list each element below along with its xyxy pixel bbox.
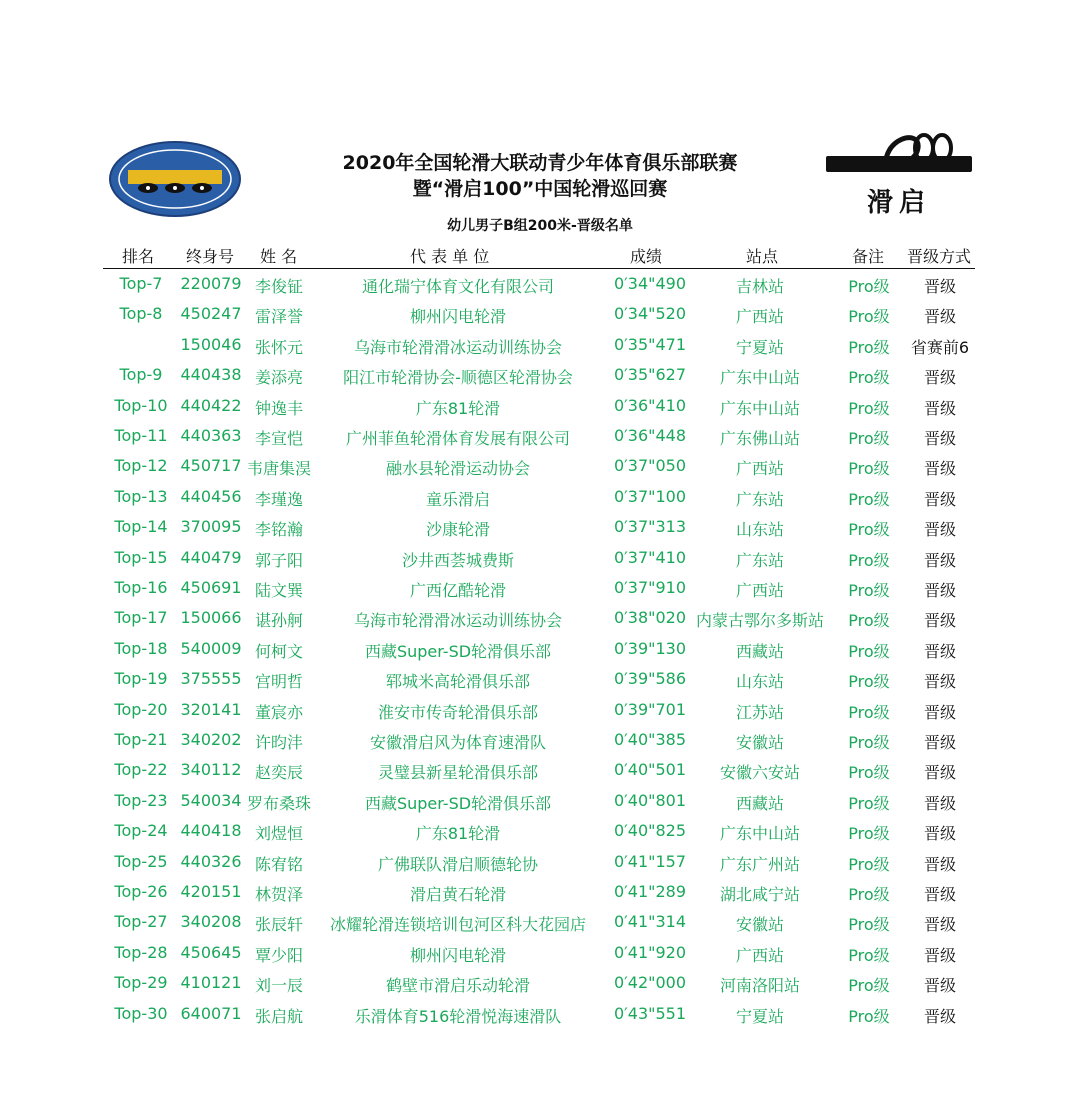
rank-cell: Top-11 (114, 426, 168, 445)
rank-cell: Top-19 (114, 669, 168, 689)
table-row (0, 852, 1080, 882)
id-cell: 370095 (180, 517, 242, 537)
col-header-unit: 代 表 单 位 (410, 247, 490, 266)
score-cell: 0′43"551 (613, 1003, 687, 1023)
name-cell: 赵奕辰 (254, 763, 303, 783)
name-cell: 罗布桑珠 (246, 793, 311, 813)
id-cell: 440438 (180, 365, 242, 385)
id-cell: 220079 (180, 274, 242, 293)
unit-cell: 柳州闪电轮滑 (409, 945, 506, 965)
site-cell: 宁夏站 (735, 337, 784, 357)
rank-cell: Top-27 (114, 912, 168, 932)
id-cell: 450691 (180, 578, 242, 597)
score-cell: 0′35"627 (613, 365, 687, 385)
id-cell: 375555 (180, 669, 242, 689)
note-cell: Pro级 (848, 459, 890, 479)
note-cell: Pro级 (848, 793, 890, 813)
unit-cell: 鹤壁市滑启乐动轮滑 (385, 976, 530, 996)
site-cell: 安徽站 (735, 915, 784, 935)
site-cell: 山东站 (735, 672, 784, 692)
name-cell: 李铭瀚 (254, 520, 303, 540)
rank-cell: Top-10 (114, 395, 168, 415)
rank-cell: Top-14 (114, 517, 168, 537)
score-cell: 0′40"501 (613, 760, 687, 780)
table-row (0, 304, 1080, 334)
unit-cell: 童乐滑启 (425, 489, 490, 509)
score-cell: 0′41"920 (613, 942, 687, 962)
score-cell: 0′37"050 (613, 456, 687, 476)
note-cell: Pro级 (848, 945, 890, 965)
unit-cell: 广东81轮滑 (415, 824, 501, 844)
rank-cell: Top-15 (114, 547, 168, 567)
rank-cell: Top-8 (119, 304, 163, 324)
rank-cell: Top-24 (114, 821, 168, 841)
promo-cell: 晋级 (923, 733, 956, 752)
brand-logo-text: 滑启 (866, 188, 931, 218)
id-cell: 450247 (180, 304, 242, 324)
name-cell: 雷泽誉 (254, 307, 303, 327)
site-cell: 广西站 (735, 459, 784, 479)
name-cell: 韦唐集淏 (246, 459, 311, 479)
name-cell: 刘一辰 (254, 976, 303, 996)
table-row (0, 456, 1080, 486)
name-cell: 李俊钲 (254, 277, 303, 296)
unit-cell: 冰耀轮滑连锁培训包河区科大花园店 (329, 915, 586, 935)
table-row (0, 760, 1080, 790)
unit-cell: 沙井西荟城费斯 (401, 550, 514, 570)
rank-cell: Top-25 (114, 851, 168, 871)
unit-cell: 安徽滑启风为体育速滑队 (369, 733, 546, 752)
table-row (0, 639, 1080, 669)
score-cell: 0′42"000 (613, 973, 687, 993)
promo-cell: 晋级 (923, 976, 956, 996)
site-cell: 内蒙古鄂尔多斯站 (695, 611, 824, 631)
unit-cell: 灵璧县新星轮滑俱乐部 (377, 763, 538, 783)
note-cell: Pro级 (848, 915, 890, 935)
promo-cell: 晋级 (923, 885, 956, 904)
note-cell: Pro级 (848, 581, 890, 600)
table-row (0, 912, 1080, 942)
id-cell: 640071 (180, 1003, 242, 1023)
note-cell: Pro级 (848, 489, 890, 509)
rank-cell: Top-26 (114, 882, 168, 901)
site-cell: 湖北咸宁站 (719, 885, 800, 904)
rank-cell: Top-21 (114, 730, 168, 749)
score-cell: 0′37"410 (613, 547, 687, 567)
rank-cell: Top-29 (114, 973, 168, 993)
id-cell: 340202 (180, 730, 242, 749)
score-cell: 0′39"586 (613, 669, 687, 689)
association-logo (108, 140, 242, 218)
unit-cell: 广佛联队滑启顺德轮协 (377, 854, 538, 874)
rank-cell: Top-16 (114, 578, 168, 597)
id-cell: 150066 (180, 608, 242, 628)
promo-cell: 晋级 (923, 581, 956, 600)
note-cell: Pro级 (848, 1006, 890, 1026)
site-cell: 广东中山站 (719, 824, 800, 844)
id-cell: 420151 (180, 882, 242, 901)
table-row (0, 517, 1080, 547)
note-cell: Pro级 (848, 611, 890, 631)
id-cell: 450645 (180, 942, 242, 962)
promo-cell: 晋级 (923, 489, 956, 509)
id-cell: 340208 (180, 912, 242, 932)
id-cell: 440326 (180, 851, 242, 871)
name-cell: 刘煜恒 (254, 824, 303, 844)
table-row (0, 821, 1080, 851)
id-cell: 320141 (180, 699, 242, 719)
score-cell: 0′41"314 (613, 912, 687, 932)
unit-cell: 通化瑞宁体育文化有限公司 (361, 277, 554, 296)
name-cell: 覃少阳 (254, 945, 303, 965)
name-cell: 钟逸丰 (254, 398, 303, 418)
score-cell: 0′38"020 (613, 608, 687, 628)
promo-cell: 晋级 (923, 763, 956, 783)
score-cell: 0′36"448 (613, 426, 687, 445)
name-cell: 陈宥铭 (254, 854, 303, 874)
note-cell: Pro级 (848, 337, 890, 357)
name-cell: 张辰轩 (254, 915, 303, 935)
note-cell: Pro级 (848, 763, 890, 783)
page-title-line2: 暨“滑启100”中国轮滑巡回赛 (412, 178, 668, 200)
promo-cell: 晋级 (923, 429, 956, 448)
header-divider (103, 268, 975, 269)
table-row (0, 730, 1080, 760)
score-cell: 0′41"289 (613, 882, 687, 901)
rank-cell: Top-13 (114, 486, 168, 506)
page-title-line1: 2020年全国轮滑大联动青少年体育俱乐部联赛 (342, 152, 738, 174)
rank-cell: Top-12 (114, 456, 168, 476)
unit-cell: 广西亿酷轮滑 (409, 581, 506, 600)
col-header-score: 成绩 (630, 247, 663, 266)
table-row (0, 608, 1080, 638)
rank-cell: Top-20 (114, 699, 168, 719)
site-cell: 广西站 (735, 945, 784, 965)
table-row (0, 487, 1080, 517)
name-cell: 何柯文 (254, 641, 303, 661)
table-row (0, 1004, 1080, 1034)
table-row (0, 791, 1080, 821)
table-row (0, 426, 1080, 456)
note-cell: Pro级 (848, 277, 890, 296)
note-cell: Pro级 (848, 550, 890, 570)
unit-cell: 西藏Super-SD轮滑俱乐部 (364, 641, 552, 661)
promo-cell: 晋级 (923, 277, 956, 296)
site-cell: 广东广州站 (719, 854, 800, 874)
rank-cell: Top-7 (119, 274, 163, 293)
unit-cell: 广州菲鱼轮滑体育发展有限公司 (345, 429, 570, 448)
name-cell: 李宣恺 (254, 429, 303, 448)
unit-cell: 西藏Super-SD轮滑俱乐部 (364, 793, 552, 813)
list-subtitle: 幼儿男子B组200米-晋级名单 (447, 218, 633, 234)
note-cell: Pro级 (848, 368, 890, 388)
table-row (0, 973, 1080, 1003)
unit-cell: 阳江市轮滑协会-顺德区轮滑协会 (343, 368, 573, 388)
site-cell: 广东中山站 (719, 398, 800, 418)
site-cell: 江苏站 (735, 702, 784, 722)
unit-cell: 广东81轮滑 (415, 398, 501, 418)
site-cell: 河南洛阳站 (719, 976, 800, 996)
name-cell: 许昀沣 (254, 733, 303, 752)
note-cell: Pro级 (848, 672, 890, 692)
id-cell: 150046 (180, 334, 242, 354)
unit-cell: 沙康轮滑 (425, 520, 490, 540)
rank-cell: Top-9 (119, 365, 163, 385)
score-cell: 0′41"157 (613, 851, 687, 871)
promo-cell: 晋级 (923, 702, 956, 722)
promo-cell: 晋级 (923, 398, 956, 418)
note-cell: Pro级 (848, 885, 890, 904)
note-cell: Pro级 (848, 854, 890, 874)
note-cell: Pro级 (848, 429, 890, 448)
site-cell: 西藏站 (735, 641, 784, 661)
table-row (0, 882, 1080, 912)
site-cell: 安徽六安站 (719, 763, 800, 783)
id-cell: 450717 (180, 456, 242, 476)
table-row (0, 274, 1080, 304)
col-header-rank: 排名 (122, 247, 155, 266)
score-cell: 0′35"471 (613, 334, 687, 354)
table-row (0, 365, 1080, 395)
site-cell: 吉林站 (735, 277, 784, 296)
rank-cell: Top-22 (114, 760, 168, 780)
name-cell: 林贺泽 (254, 885, 303, 904)
rank-cell: Top-28 (114, 942, 168, 962)
table-row (0, 335, 1080, 365)
unit-cell: 淮安市传奇轮滑俱乐部 (377, 702, 538, 722)
site-cell: 宁夏站 (735, 1006, 784, 1026)
col-header-name: 姓 名 (260, 247, 298, 266)
note-cell: Pro级 (848, 976, 890, 996)
name-cell: 陆文巽 (254, 581, 303, 600)
id-cell: 440422 (180, 395, 242, 415)
table-row (0, 700, 1080, 730)
id-cell: 440456 (180, 486, 242, 506)
col-header-note: 备注 (852, 247, 885, 266)
id-cell: 410121 (180, 973, 242, 993)
unit-cell: 乐滑体育516轮滑悦海速滑队 (354, 1006, 562, 1026)
score-cell: 0′37"313 (613, 517, 687, 537)
score-cell: 0′37"100 (613, 486, 687, 506)
score-cell: 0′36"410 (613, 395, 687, 415)
table-row (0, 396, 1080, 426)
table-row (0, 669, 1080, 699)
promo-cell: 晋级 (923, 368, 956, 388)
table-row (0, 548, 1080, 578)
promo-cell: 晋级 (923, 550, 956, 570)
promo-cell: 晋级 (923, 1006, 956, 1026)
note-cell: Pro级 (848, 398, 890, 418)
id-cell: 540034 (180, 790, 242, 810)
id-cell: 440363 (180, 426, 242, 445)
rank-cell: Top-30 (114, 1003, 168, 1023)
promo-cell: 晋级 (923, 945, 956, 965)
score-cell: 0′40"385 (613, 730, 687, 749)
note-cell: Pro级 (848, 307, 890, 327)
table-row (0, 943, 1080, 973)
score-cell: 0′40"825 (613, 821, 687, 841)
site-cell: 广东中山站 (719, 368, 800, 388)
site-cell: 西藏站 (735, 793, 784, 813)
score-cell: 0′37"910 (613, 578, 687, 597)
name-cell: 张怀元 (254, 337, 303, 357)
note-cell: Pro级 (848, 733, 890, 752)
id-cell: 540009 (180, 638, 242, 658)
note-cell: Pro级 (848, 641, 890, 661)
name-cell: 张启航 (254, 1006, 303, 1026)
unit-cell: 柳州闪电轮滑 (409, 307, 506, 327)
unit-cell: 郓城米高轮滑俱乐部 (385, 672, 530, 692)
note-cell: Pro级 (848, 520, 890, 540)
promo-cell: 晋级 (923, 641, 956, 661)
name-cell: 谌孙舸 (254, 611, 303, 631)
site-cell: 广西站 (735, 581, 784, 600)
promo-cell: 省赛前6 (910, 337, 970, 357)
promo-cell: 晋级 (923, 611, 956, 631)
brand-logo (826, 128, 972, 218)
site-cell: 广西站 (735, 307, 784, 327)
name-cell: 姜添亮 (254, 368, 303, 388)
unit-cell: 滑启黄石轮滑 (409, 885, 506, 904)
score-cell: 0′34"520 (613, 304, 687, 324)
promo-cell: 晋级 (923, 459, 956, 479)
promo-cell: 晋级 (923, 824, 956, 844)
site-cell: 安徽站 (735, 733, 784, 752)
promo-cell: 晋级 (923, 520, 956, 540)
score-cell: 0′39"130 (613, 638, 687, 658)
name-cell: 宫明哲 (254, 672, 303, 692)
name-cell: 李瑾逸 (254, 489, 303, 509)
score-cell: 0′40"801 (613, 790, 687, 810)
unit-cell: 乌海市轮滑滑冰运动训练协会 (353, 611, 562, 631)
score-cell: 0′39"701 (613, 699, 687, 719)
site-cell: 广东站 (735, 489, 784, 509)
name-cell: 郭子阳 (254, 550, 303, 570)
col-header-promo: 晋级方式 (907, 247, 972, 266)
id-cell: 440479 (180, 547, 242, 567)
col-header-id: 终身号 (186, 247, 235, 266)
rank-cell: Top-23 (114, 790, 168, 810)
id-cell: 440418 (180, 821, 242, 841)
site-cell: 广东站 (735, 550, 784, 570)
note-cell: Pro级 (848, 702, 890, 722)
col-header-site: 站点 (746, 247, 779, 266)
name-cell: 董宸亦 (254, 702, 303, 722)
promo-cell: 晋级 (923, 915, 956, 935)
score-cell: 0′34"490 (613, 274, 687, 293)
unit-cell: 融水县轮滑运动协会 (385, 459, 530, 479)
promo-cell: 晋级 (923, 307, 956, 327)
site-cell: 山东站 (735, 520, 784, 540)
id-cell: 340112 (180, 760, 242, 780)
rank-cell: Top-17 (114, 608, 168, 628)
unit-cell: 乌海市轮滑滑冰运动训练协会 (353, 337, 562, 357)
promo-cell: 晋级 (923, 672, 956, 692)
rank-cell: Top-18 (114, 638, 168, 658)
note-cell: Pro级 (848, 824, 890, 844)
table-row (0, 578, 1080, 608)
promo-cell: 晋级 (923, 793, 956, 813)
promo-cell: 晋级 (923, 854, 956, 874)
site-cell: 广东佛山站 (719, 429, 800, 448)
